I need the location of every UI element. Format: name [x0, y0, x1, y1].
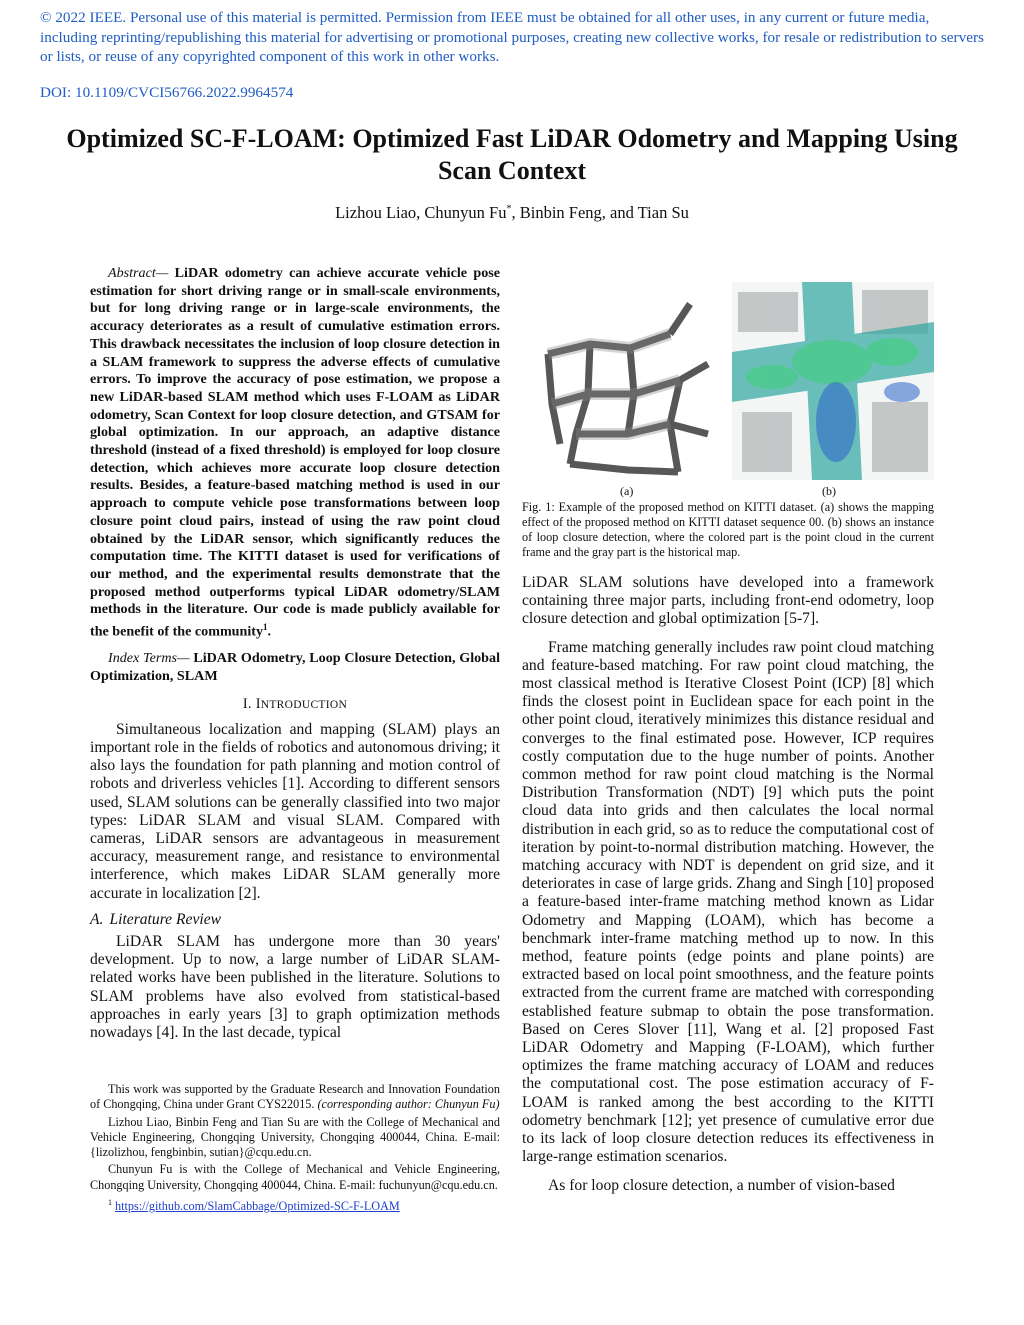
doi-line[interactable]: DOI: 10.1109/CVCI56766.2022.9964574: [40, 84, 294, 101]
footnotes: [90, 1082, 500, 1216]
figure-1a-map: [530, 284, 722, 480]
figure-1b-loop-closure: [732, 282, 934, 480]
subsection-title: Literature Review: [109, 910, 222, 928]
footnote-funding-text: This work was supported by the Graduate Research and Innovation Foundation of Chongqing, China under Grant CYS22015.: [90, 1082, 500, 1112]
literature-paragraph: LiDAR SLAM has undergone more than 30 years' development. Up to now, a large number of LiDAR SLAM-related works have been published in the literature. Solutions to SLAM problems have also evolved from statistical-based approaches in early years [3] to graph optimization methods nowadays [4]. In the last decade, typical: [90, 932, 500, 1041]
right-column: [522, 282, 934, 1195]
figure-1: [522, 282, 934, 482]
footnote-code: [90, 1195, 500, 1214]
right-paragraph-3: As for loop closure detection, a number of vision-based: [548, 1176, 895, 1194]
footnote-code-mark: 1: [108, 1198, 112, 1208]
subsection-heading-literature: [90, 911, 500, 929]
figure-1a-label: (a): [620, 484, 634, 498]
index-terms: [90, 650, 500, 685]
code-link[interactable]: https://github.com/SlamCabbage/Optimized-SC-F-LOAM: [115, 1199, 400, 1214]
abstract-footnote-mark: 1: [263, 622, 268, 633]
intro-paragraph: Simultaneous localization and mapping (SLAM) plays an important role in the fields of robotics and autonomous driving; it also lays the foundation for path planning and motion control of robots and driverless vehicles [1]. According to different sensors used, SLAM solutions can be generally classified into two major types: LiDAR SLAM and visual SLAM. Compared with cameras, LiDAR sensors are advantageous in measurement accuracy, measurement range, and resistance to environmental interference, which makes LiDAR SLAM generally more accurate in localization [2].: [90, 720, 500, 902]
section-first-letter: I: [255, 695, 261, 712]
map-road: [570, 464, 678, 472]
figure-1b-label: (b): [822, 484, 836, 498]
paper-title: Optimized SC-F-LOAM: Optimized Fast LiDAR Odometry and Mapping Using Scan Context: [66, 124, 958, 185]
footnote-affiliation-1: Lizhou Liao, Binbin Feng and Tian Su are with the College of Mechanical and Vehicle Engineering, Chongqing University, Chongqing 400044, China. E-mail: {lizolizhou, fengbinbin, sutian}@cqu.edu.cn.: [90, 1114, 500, 1160]
left-column: [90, 265, 500, 1042]
abstract-text: LiDAR odometry can achieve accurate vehicle pose estimation for short driving range or in small-scale environments, but for long driving range or in large-scale environments, the accuracy deteriorates as a result of cumulative estimation errors. This drawback necessitates the inclusion of loop closure detection in a SLAM framework to suppress the adverse effects of cumulative errors. To improve the accuracy of pose estimation, we propose a new LiDAR-based SLAM method which uses F-LOAM as LiDAR odometry, Scan Context for loop closure detection, and GTSAM for global optimization. In our approach, an adaptive distance threshold (instead of a fixed threshold) is employed for loop closure detection, which achieves more accurate loop closure detection results. Besides, a feature-based matching method is used in our approach to compute vehicle pose transformations between loop closure point cloud pairs, instead of using the raw point cloud obtained by the LiDAR sensor, which significantly reduces the computation time. The KITTI dataset is used for verifications of our method, and the experimental results demonstrate that the proposed method outperforms typical LiDAR odometry/SLAM methods in the literature. Our code is made publicly available for the benefit of the community: [90, 265, 500, 640]
abstract-end: .: [267, 623, 272, 640]
footnote-funding: [90, 1082, 500, 1113]
figure-1-labels: [522, 484, 934, 500]
index-terms-label: Index Terms—: [108, 650, 190, 667]
copyright-notice: © 2022 IEEE. Personal use of this material is permitted. Permission from IEEE must be obtained for all other uses, in any current or future media, including reprinting/republishing this material for advertising or promotional purposes, creating new collective works, for resale or redistribution to servers or lists, or reuse of any copyrighted component of this work in other works.: [40, 9, 984, 65]
author-line: [60, 203, 964, 223]
corresponding-mark: *: [506, 203, 512, 215]
footnote-corresponding: (corresponding author: Chunyun Fu): [317, 1097, 500, 1112]
map-road: [670, 304, 690, 334]
authors-part1: Lizhou Liao, Chunyun Fu: [335, 203, 507, 222]
footnote-affiliation-2: Chunyun Fu is with the College of Mechanical and Vehicle Engineering, Chongqing University, Chongqing 400044, China. E-mail: fuchunyun@cqu.edu.cn.: [90, 1162, 500, 1192]
authors-part2: , Binbin Feng, and Tian Su: [511, 203, 689, 222]
section-rest: NTRODUCTION: [260, 698, 348, 711]
right-paragraph-1: LiDAR SLAM solutions have developed into a framework containing three major parts, including front-end odometry, loop closure detection and global optimization [5-7].: [522, 574, 934, 628]
abstract-label: Abstract—: [108, 265, 169, 281]
subsection-number: A.: [90, 910, 104, 928]
index-terms-text: LiDAR Odometry, Loop Closure Detection, Global Optimization, SLAM: [90, 650, 500, 685]
figure-1-caption: Fig. 1: Example of the proposed method on KITTI dataset. (a) shows the mapping effect of the proposed method on KITTI dataset sequence 00. (b) shows an instance of loop closure detection, where the colored part is the point cloud in the current frame and the gray part is the historical map.: [522, 500, 934, 559]
section-heading-introduction: [90, 696, 500, 713]
section-number: I.: [242, 695, 252, 712]
abstract: [90, 265, 500, 641]
right-paragraph-2: Frame matching generally includes raw point cloud matching and feature-based matching. For raw point cloud matching, the most classical method is Iterative Closest Point (ICP) [8] which finds the closest point in Euclidean space for each point in the other point cloud, iteratively minimizes this distance residual and converges to the final estimated pose. However, ICP requires costly computation due to the huge number of points. Another common method for raw point cloud matching is the Normal Distribution Transformation (NDT) [9] which puts the point cloud data into grids and then calculates the local normal distribution in each grid, so as to reduce the computational cost of iteration by point-to-normal distribution matching. However, the matching accuracy with NDT is dependent on grid size, and it deteriorates in case of large grids. Zhang and Singh [10] proposed a feature-based inter-frame matching method known as Lidar Odometry and Mapping (LOAM), which has become a benchmark inter-frame matching method up to now. In this method, feature points (edge points and plane points) are extracted based on local point smoothness, and the feature points extracted from the current frame are matched with corresponding established feature submap to obtain the pose transformation. Based on Ceres Slover [11], Wang et al. [2] proposed Fast LiDAR Odometry and Mapping (F-LOAM), which further optimizes the frame matching accuracy of LOAM and reduces the computational cost. The pose estimation accuracy of F-LOAM is ranked among the best according to the KITTI odometry benchmark [12]; yet presence of cumulative error due to its lack of loop closure detection reduces its effectiveness in large-range estimation scenarios.: [522, 638, 934, 1166]
